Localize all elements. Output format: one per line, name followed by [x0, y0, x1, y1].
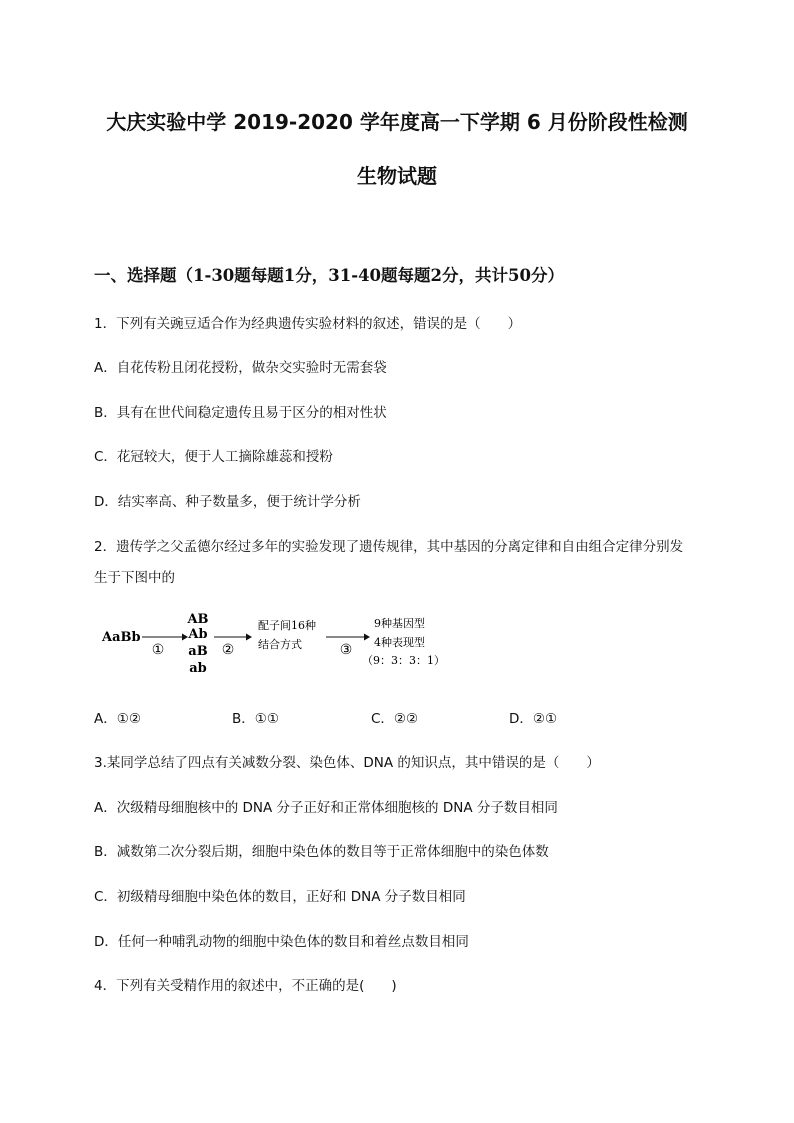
step-3-label: ③: [339, 642, 353, 658]
question-1-option-a: A．自花传粉且闭花授粉，做杂交实验时无需套袋: [94, 360, 387, 376]
question-4-stem: 4．下列有关受精作用的叙述中，不正确的是( ): [94, 978, 397, 994]
section-heading: 一、选择题（1-30题每题1分，31-40题每题2分，共计50分）: [94, 266, 564, 285]
question-3-stem: 3.某同学总结了四点有关减数分裂、染色体、DNA 的知识点，其中错误的是（ ）: [94, 755, 600, 771]
arrow-3-head: [364, 634, 370, 641]
question-2-option-b: B．①①: [232, 711, 279, 727]
question-2-options: [0, 707, 794, 727]
question-3-option-b: B．减数第二次分裂后期，细胞中染色体的数目等于正常体细胞中的染色体数: [94, 844, 549, 860]
combination-line2: 结合方式: [258, 638, 302, 651]
gamete-ab-mixed2: aB: [188, 644, 208, 659]
arrow-1-head: [182, 634, 188, 641]
question-1-option-d: D．结实率高、种子数量多，便于统计学分析: [94, 494, 361, 510]
result-ratio: （9：3：3：1）: [362, 654, 445, 667]
question-1-stem: 1．下列有关豌豆适合作为经典遗传实验材料的叙述，错误的是（ ）: [94, 316, 522, 332]
parent-genotype: AaBb: [102, 630, 141, 645]
question-3-option-d: D．任何一种哺乳动物的细胞中染色体的数目和着丝点数目相同: [94, 934, 469, 950]
question-2-stem-line1: 2．遗传学之父孟德尔经过多年的实验发现了遗传规律，其中基因的分离定律和自由组合定律分别发: [94, 539, 684, 555]
result-phenotypes: 4种表现型: [374, 636, 425, 649]
question-1-option-b: B．具有在世代间稳定遗传且易于区分的相对性状: [94, 405, 387, 421]
step-2-label: ②: [221, 642, 235, 658]
question-3-option-a: A．次级精母细胞核中的 DNA 分子正好和正常体细胞核的 DNA 分子数目相同: [94, 800, 558, 816]
question-2-stem-line2: 生于下图中的: [94, 570, 175, 586]
question-3-option-c: C．初级精母细胞中染色体的数目，正好和 DNA 分子数目相同: [94, 889, 466, 905]
step-1-label: ①: [151, 642, 165, 658]
question-2-option-d: D．②①: [509, 711, 558, 727]
combination-line1: 配子间16种: [258, 619, 316, 632]
exam-title: 大庆实验中学 2019-2020 学年度高一下学期 6 月份阶段性检测: [106, 110, 688, 134]
exam-subtitle: 生物试题: [357, 164, 437, 188]
gamete-ab-upper: AB: [187, 612, 209, 627]
gamete-ab-lower: ab: [189, 661, 207, 676]
gamete-ab-mixed1: Ab: [188, 627, 208, 642]
meiosis-flow-diagram: [96, 606, 476, 680]
question-2-option-c: C．②②: [371, 711, 419, 727]
question-2-option-a: A．①②: [94, 711, 141, 727]
question-1-option-c: C．花冠较大，便于人工摘除雄蕊和授粉: [94, 449, 333, 465]
result-genotypes: 9种基因型: [374, 617, 425, 630]
arrow-2-head: [246, 634, 252, 641]
